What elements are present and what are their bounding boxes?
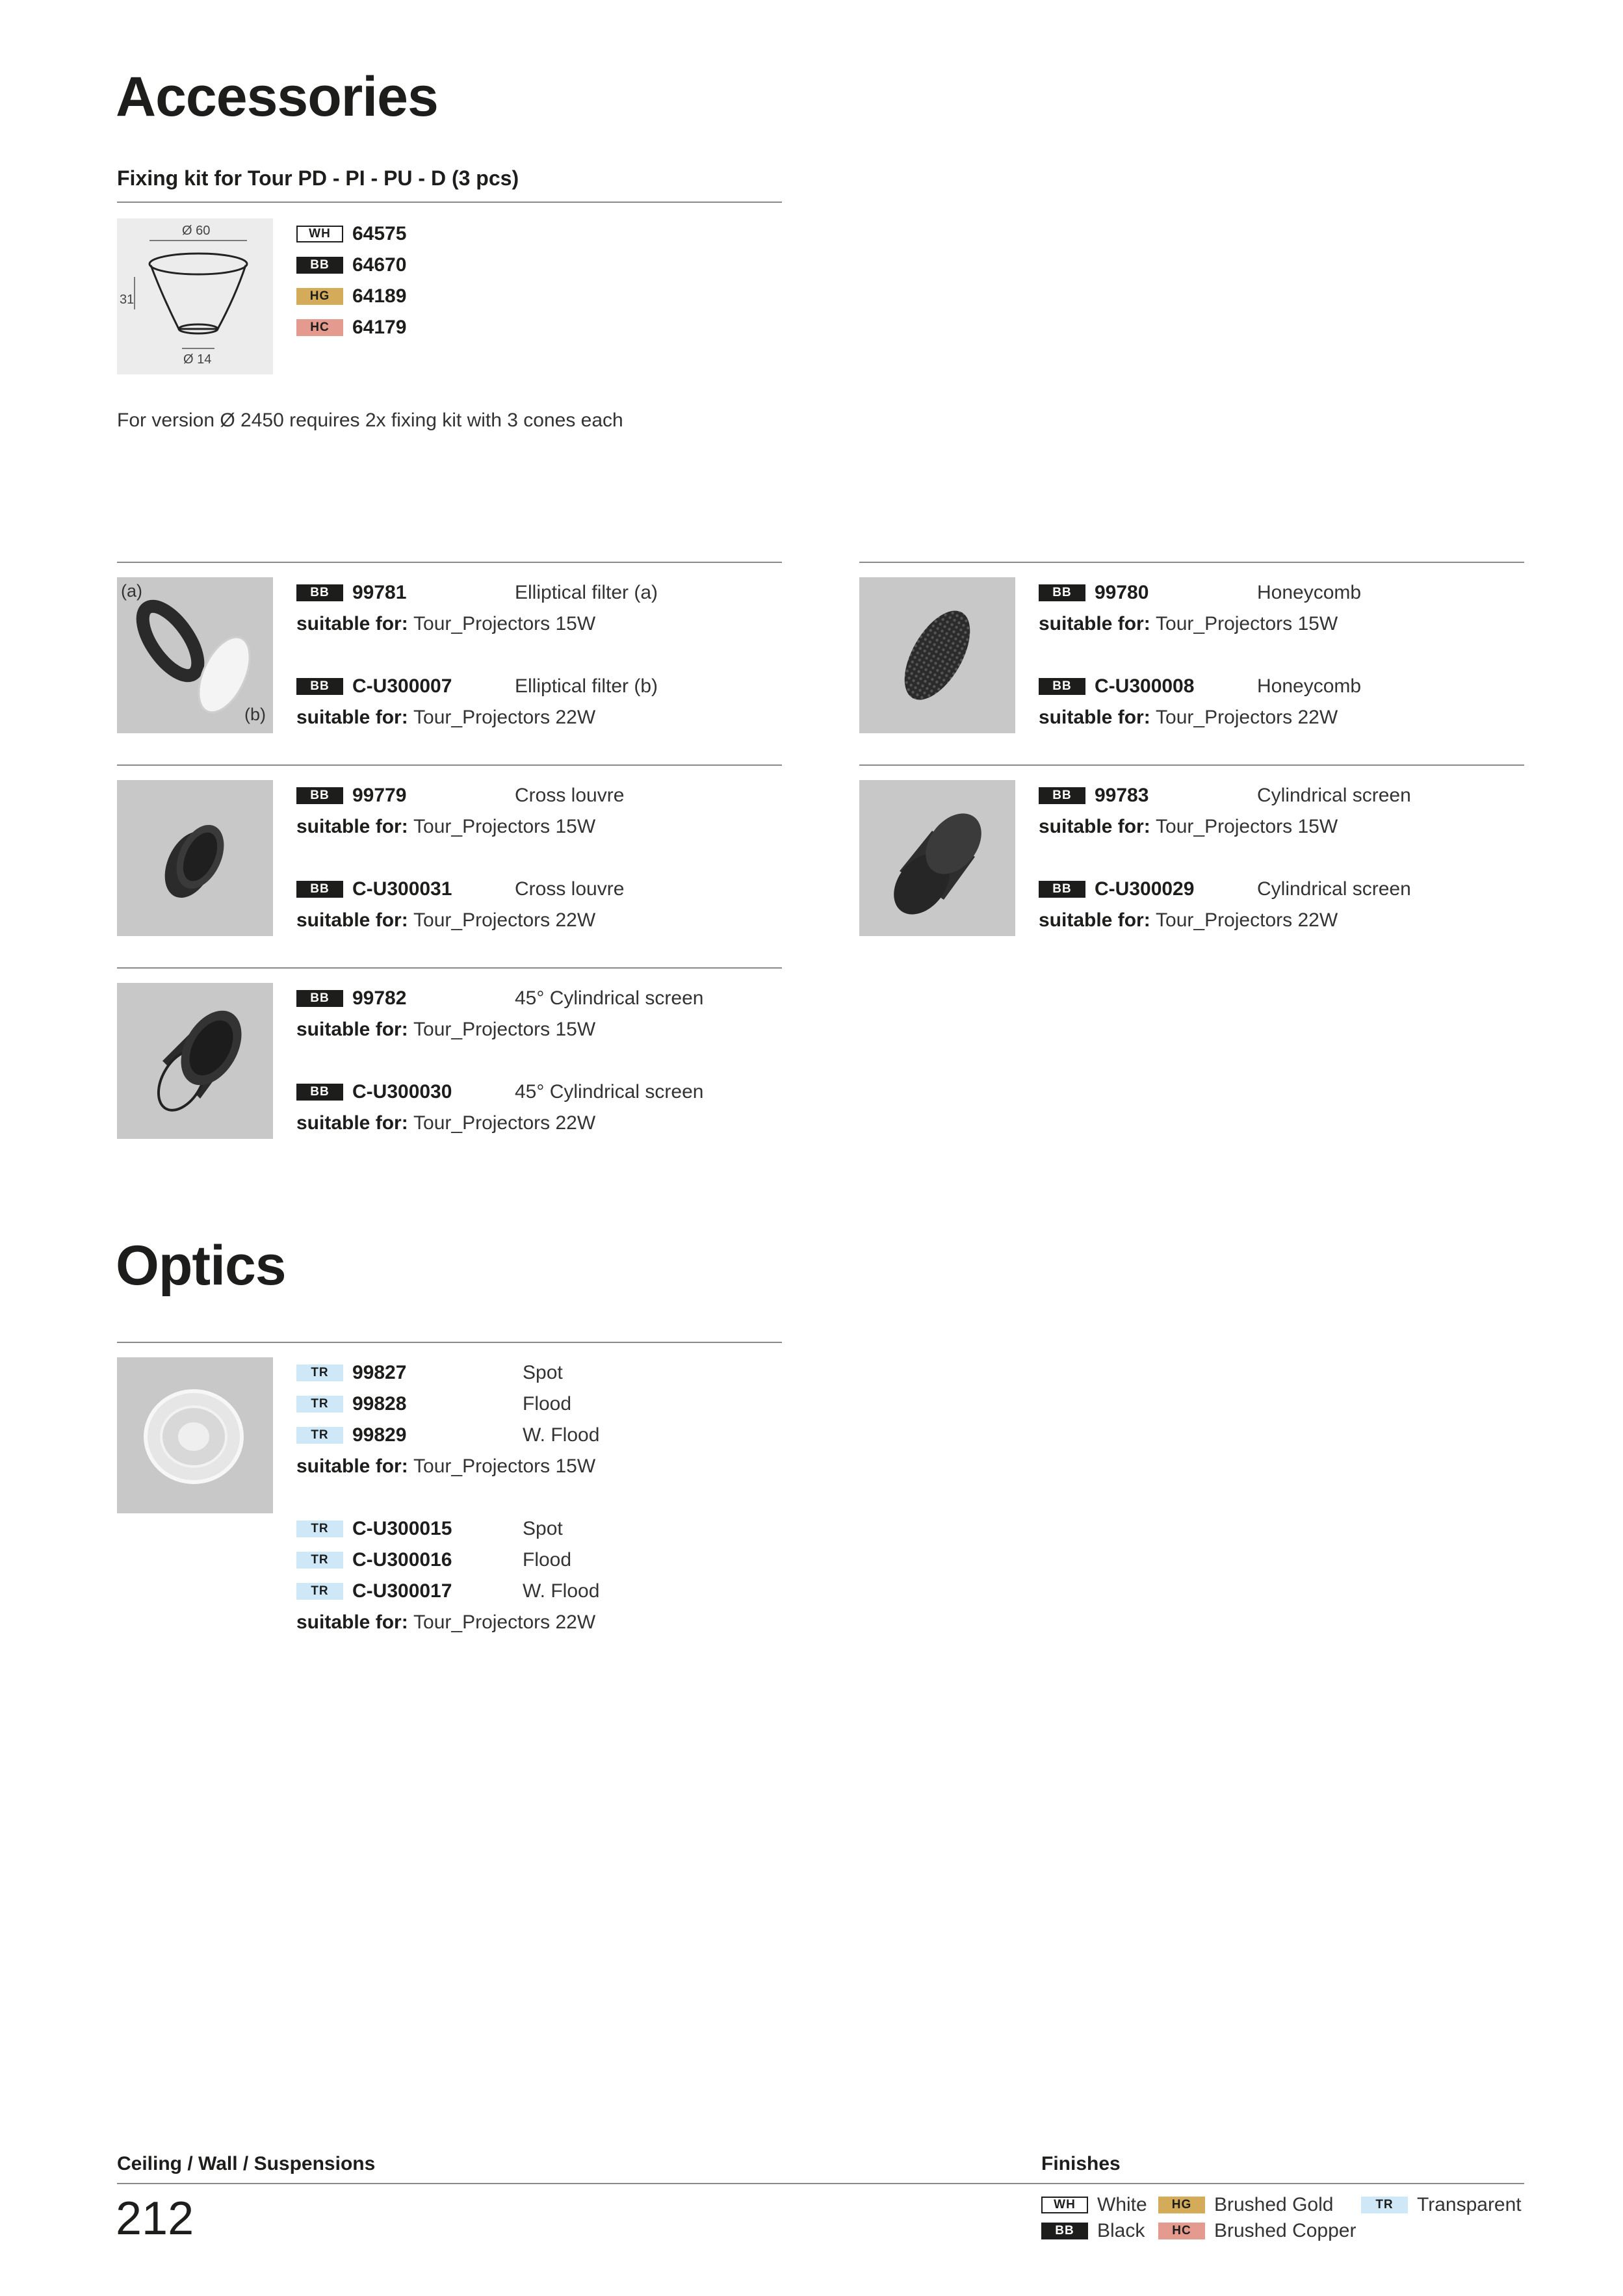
list-item [296,220,406,248]
product-row [296,672,777,701]
product-row [296,984,777,1013]
suitable-value: Tour_Projectors 15W [413,1455,596,1477]
product-row [1039,875,1520,904]
product-row [296,875,777,904]
finish-badge: WH [1041,2197,1088,2213]
product-code: 64670 [352,254,407,276]
finish-badge: BB [296,678,343,695]
finish-badge: BB [296,1084,343,1101]
fixing-kit-title: Fixing kit for Tour PD - PI - PU - D (3 pcs) [117,166,519,190]
finish-name: Transparent [1417,2194,1522,2215]
finish-badge: BB [1039,787,1085,804]
suitable-value: Tour_Projectors 22W [413,1611,596,1633]
product-description: Cylindrical screen [1257,785,1411,806]
fixing-kit-note: For version Ø 2450 requires 2x fixing kit with 3 cones each [117,410,623,431]
suitable-label: suitable for: [296,1611,408,1633]
suitable-for [296,1452,595,1481]
page-number: 212 [116,2193,194,2245]
product-row [296,781,777,810]
product-code: 64189 [352,285,407,307]
finish-name: Brushed Gold [1214,2194,1334,2215]
product-code: C-U300007 [352,675,452,697]
product-row [296,579,777,607]
suitable-for [296,813,595,841]
suitable-value: Tour_Projectors 15W [1156,613,1338,634]
finish-badge: BB [1039,678,1085,695]
product-code: 64179 [352,317,407,338]
suitable-for [296,1015,595,1044]
product-code: C-U300031 [352,878,452,900]
list-item [296,251,406,280]
product-description: Flood [523,1549,572,1571]
suitable-for [1039,703,1338,732]
product-description: W. Flood [523,1424,600,1446]
suitable-label: suitable for: [296,1019,408,1040]
finish-name: Brushed Copper [1214,2220,1357,2241]
optic-lens-image [117,1357,273,1513]
divider [117,967,782,969]
optic-row [296,1515,777,1543]
product-code: C-U300016 [352,1549,452,1571]
suitable-label: suitable for: [296,816,408,837]
suitable-value: Tour_Projectors 22W [1156,707,1338,728]
footer-section-label: Ceiling / Wall / Suspensions [117,2153,376,2174]
suitable-value: Tour_Projectors 22W [413,707,596,728]
product-code: 99827 [352,1362,407,1383]
product-code: 99829 [352,1424,407,1446]
finish-badge: TR [1361,2197,1408,2213]
product-description: Cross louvre [515,878,625,900]
cross-louvre-image [117,780,273,936]
list-item [296,313,406,342]
fixing-kit-drawing [117,218,273,374]
divider [117,764,782,766]
product-description: Elliptical filter (b) [515,675,658,697]
product-description: Cylindrical screen [1257,878,1411,900]
suitable-for [296,906,595,935]
product-code: 99780 [1095,582,1149,603]
finish-badge: BB [1039,584,1085,601]
suitable-for [1039,906,1338,935]
product-code: 64575 [352,223,407,244]
product-row [296,1078,777,1106]
suitable-label: suitable for: [296,1455,408,1477]
product-description: 45° Cylindrical screen [515,987,704,1009]
dimension-top: Ø 60 [182,224,211,238]
finish-legend-item [1158,2218,1356,2244]
finish-badge: TR [296,1552,343,1569]
angled-cylindrical-screen-image [117,983,273,1139]
product-code: C-U300015 [352,1518,452,1539]
suitable-label: suitable for: [296,613,408,634]
product-description: 45° Cylindrical screen [515,1081,704,1102]
product-description: Honeycomb [1257,675,1362,697]
suitable-label: suitable for: [1039,613,1150,634]
finish-badge: HC [296,319,343,336]
suitable-value: Tour_Projectors 22W [1156,909,1338,931]
product-row [1039,781,1520,810]
suitable-for [296,1608,595,1637]
product-description: Spot [523,1518,563,1539]
finish-legend-item [1361,2192,1522,2218]
product-description: Flood [523,1393,572,1415]
finish-legend-item [1041,2192,1147,2218]
cylindrical-screen-image [859,780,1015,936]
footer-divider [117,2183,1524,2184]
product-row [1039,672,1520,701]
suitable-label: suitable for: [296,909,408,931]
product-description: W. Flood [523,1580,600,1602]
suitable-value: Tour_Projectors 15W [413,613,596,634]
suitable-value: Tour_Projectors 22W [413,909,596,931]
product-code: C-U300017 [352,1580,452,1602]
divider [117,202,782,203]
image-tag: (b) [244,705,266,724]
product-code: 99781 [352,582,407,603]
dimension-bottom: Ø 14 [183,352,212,367]
dimension-side: 31 [120,293,135,307]
finish-badge: BB [296,584,343,601]
finish-badge: BB [296,990,343,1007]
finish-badge: BB [296,787,343,804]
finish-name: Black [1097,2220,1145,2241]
finish-legend-item [1158,2192,1333,2218]
finish-badge: BB [296,257,343,274]
finish-name: White [1097,2194,1147,2215]
suitable-for [296,1109,595,1138]
optics-title: Optics [116,1234,286,1297]
suitable-for [296,610,595,638]
suitable-label: suitable for: [296,1112,408,1134]
suitable-value: Tour_Projectors 15W [413,1019,596,1040]
suitable-value: Tour_Projectors 22W [413,1112,596,1134]
finish-badge: TR [296,1520,343,1537]
product-code: 99782 [352,987,407,1009]
divider [117,562,782,563]
optic-row [296,1577,777,1606]
product-code: C-U300029 [1095,878,1195,900]
product-row [1039,579,1520,607]
optic-row [296,1390,777,1418]
optic-row [296,1546,777,1574]
product-description: Spot [523,1362,563,1383]
finish-badge: WH [296,226,343,242]
suitable-label: suitable for: [1039,909,1150,931]
list-item [296,282,406,311]
divider [117,1342,782,1343]
product-code: 99779 [352,785,407,806]
finish-badge: TR [296,1583,343,1600]
finish-badge: HG [1158,2197,1205,2213]
finish-badge: BB [296,881,343,898]
product-description: Elliptical filter (a) [515,582,658,603]
finish-badge: TR [296,1364,343,1381]
finish-legend-item [1041,2218,1145,2244]
finish-badge: BB [1039,881,1085,898]
finish-badge: HC [1158,2223,1205,2239]
suitable-for [1039,813,1338,841]
page-title: Accessories [116,66,438,128]
finishes-title: Finishes [1041,2153,1121,2174]
suitable-value: Tour_Projectors 15W [1156,816,1338,837]
finish-badge: BB [1041,2223,1088,2239]
product-code: C-U300008 [1095,675,1195,697]
finish-badge: TR [296,1427,343,1444]
suitable-label: suitable for: [1039,707,1150,728]
optic-row [296,1359,777,1387]
product-description: Honeycomb [1257,582,1362,603]
product-code: 99828 [352,1393,407,1415]
suitable-label: suitable for: [296,707,408,728]
suitable-for [296,703,595,732]
honeycomb-image [859,577,1015,733]
image-tag: (a) [121,581,142,601]
product-code: 99783 [1095,785,1149,806]
suitable-value: Tour_Projectors 15W [413,816,596,837]
product-code: C-U300030 [352,1081,452,1102]
finish-badge: TR [296,1396,343,1413]
finish-badge: HG [296,288,343,305]
divider [859,562,1524,563]
divider [859,764,1524,766]
suitable-label: suitable for: [1039,816,1150,837]
product-description: Cross louvre [515,785,625,806]
suitable-for [1039,610,1338,638]
optic-row [296,1421,777,1450]
elliptical-filter-image [117,577,273,733]
